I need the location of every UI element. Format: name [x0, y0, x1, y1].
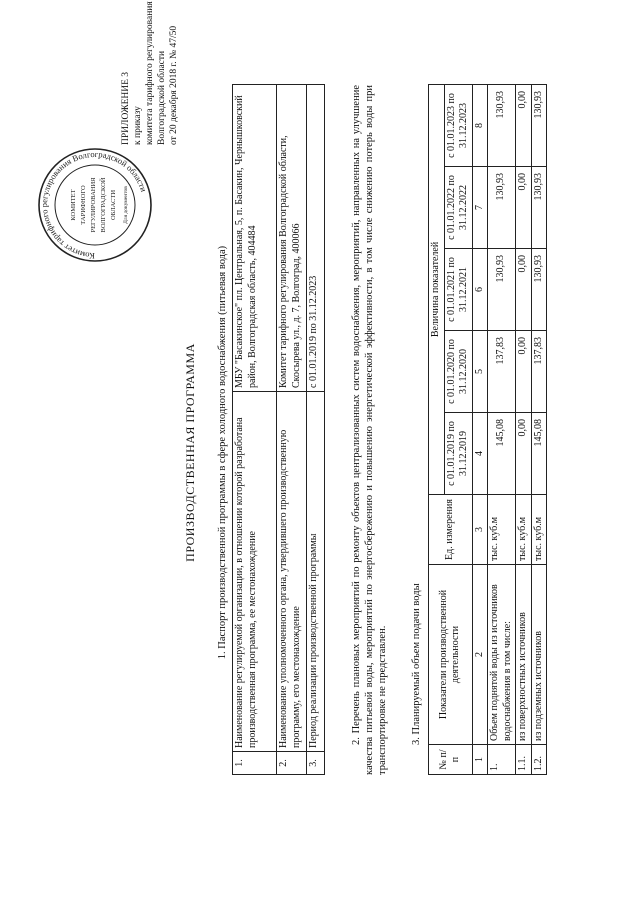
passport-num: 3. [307, 752, 325, 775]
row-num: 1.2. [531, 745, 547, 775]
row-unit: тыс. куб.м [531, 495, 547, 565]
passport-value: Комитет тарифного регулирования Волгоградской области, Скосырева ул., д. 7, Волгоград, 400066 [277, 85, 307, 392]
appendix-line3: комитета тарифного регулирования [145, 1, 155, 145]
row-value: 145,08 [531, 413, 547, 495]
passport-table [232, 84, 325, 775]
page-title: ПРОИЗВОДСТВЕННАЯ ПРОГРАММА [183, 343, 197, 562]
colnum-cell: 2 [472, 565, 488, 745]
colnum-cell: 6 [472, 249, 488, 331]
colnum-cell: 4 [472, 413, 488, 495]
passport-label: Период реализации производственной программы [307, 392, 325, 752]
row-unit: тыс. куб.м [488, 495, 516, 565]
row-value: 137,83 [488, 331, 516, 413]
stamp-center-line: ВОЛГОГРАДСКОЙ [100, 177, 107, 233]
row-value: 0,00 [516, 167, 532, 249]
table-header-row [429, 85, 445, 775]
row-value: 130,93 [531, 249, 547, 331]
stamp-center-line: ТАРИФНОГО [80, 185, 87, 225]
row-value: 130,93 [488, 85, 516, 167]
appendix-block [120, 0, 180, 145]
table-row [531, 85, 547, 775]
header-num: № п/п [429, 745, 473, 775]
row-value: 0,00 [516, 413, 532, 495]
row-name: из подземных источников [531, 565, 547, 745]
table-colnum-row [472, 85, 488, 775]
passport-num: 1. [233, 752, 277, 775]
table-row [277, 85, 307, 775]
appendix-line4: Волгоградской области [157, 50, 167, 145]
official-stamp-seal [35, 145, 155, 265]
row-name: из поверхностных источников [516, 565, 532, 745]
row-value: 0,00 [516, 85, 532, 167]
appendix-line2: к приказу [133, 106, 143, 145]
row-value: 130,93 [488, 249, 516, 331]
header-period: с 01.01.2023 по 31.12.2023 [444, 85, 472, 167]
table-row [488, 85, 516, 775]
stamp-bottom-text: Для документов [123, 186, 129, 224]
passport-num: 2. [277, 752, 307, 775]
stamp-ring-text: Комитет тарифного регулирования Волгоградской области [38, 148, 149, 262]
table-row [233, 85, 277, 775]
row-num: 1.1. [516, 745, 532, 775]
header-period: с 01.01.2019 по 31.12.2019 [444, 413, 472, 495]
passport-value: с 01.01.2019 по 31.12.2023 [307, 85, 325, 392]
colnum-cell: 8 [472, 85, 488, 167]
colnum-cell: 5 [472, 331, 488, 413]
header-indicator: Показатели производственной деятельности [429, 565, 473, 745]
row-num: 1. [488, 745, 516, 775]
header-period: с 01.01.2020 по 31.12.2020 [444, 331, 472, 413]
table-row [516, 85, 532, 775]
row-value: 130,93 [531, 85, 547, 167]
header-period: с 01.01.2022 по 31.12.2022 [444, 167, 472, 249]
passport-label: Наименование регулируемой организации, в отношении которой разработана производственная программа, ее местонахождение [233, 392, 277, 752]
header-unit: Ед. измерения [429, 495, 473, 565]
row-value: 137,83 [531, 331, 547, 413]
stamp-center-line: КОМИТЕТ [70, 189, 77, 221]
row-unit: тыс. куб.м [516, 495, 532, 565]
row-value: 0,00 [516, 331, 532, 413]
appendix-line5: от 20 декабря 2018 г. № 47/50 [169, 25, 179, 145]
row-value: 130,93 [531, 167, 547, 249]
stamp-center-line: ОБЛАСТИ [110, 189, 117, 221]
colnum-cell: 3 [472, 495, 488, 565]
passport-label: Наименование уполномоченного органа, утвердившего производственную программу, его местонахождение [277, 392, 307, 752]
section3-heading: 3. Планируемый объем подачи воды [411, 583, 422, 745]
row-name: Объем поднятой воды из источников водоснабжения в том числе: [488, 565, 516, 745]
appendix-line1: ПРИЛОЖЕНИЕ 3 [121, 71, 131, 145]
stamp-center-line: РЕГУЛИРОВАНИЯ [90, 177, 97, 233]
header-period: с 01.01.2021 по 31.12.2021 [444, 249, 472, 331]
row-value: 145,08 [488, 413, 516, 495]
table-row [307, 85, 325, 775]
row-value: 130,93 [488, 167, 516, 249]
passport-value: МБУ "Басакинское" пл. Центральная, 5, п. Басакин, Чернышковский район, Волгоградская область, 404484 [233, 85, 277, 392]
row-value: 0,00 [516, 249, 532, 331]
colnum-cell: 1 [472, 745, 488, 775]
header-group: Величина показателей [429, 85, 445, 495]
section1-heading: 1. Паспорт производственной программы в сфере холодного водоснабжения (питьевая вода) [217, 245, 228, 660]
section2-paragraph: 2. Перечень плановых мероприятий по ремонту объектов централизованных систем водоснабжения, мероприятий, направленных на улучшение качества питьевой воды, мероприятий по энергосбережению и повышению энергетической эффективности, в том числе снижению потерь воды при транспортировке не представлен. [351, 85, 388, 775]
colnum-cell: 7 [472, 167, 488, 249]
water-volume-table [428, 84, 547, 775]
